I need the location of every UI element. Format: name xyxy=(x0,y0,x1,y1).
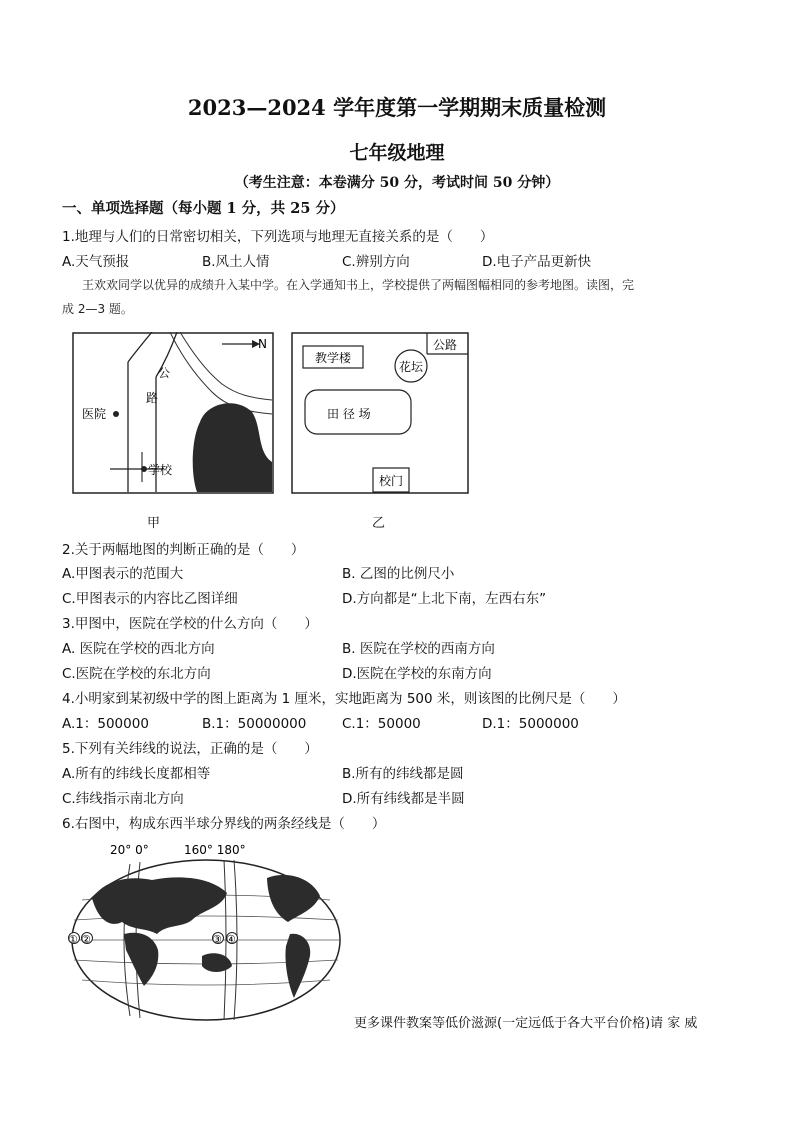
exam-subtitle: 七年级地理 xyxy=(349,142,445,164)
north-label: N xyxy=(258,337,267,351)
passage-line-2: 成 2—3 题。 xyxy=(62,302,133,316)
exam-title: 2023—2024 学年度第一学期期末质量检测 xyxy=(187,95,607,120)
q2-option-a[interactable]: A.甲图表示的范围大 xyxy=(62,566,184,582)
q1-stem: 1.地理与人们的日常密切相关，下列选项与地理无直接关系的是（ ） xyxy=(62,229,494,245)
field-label: 田 径 场 xyxy=(327,407,371,421)
lon-label-left: 20° 0° xyxy=(110,843,149,857)
q2-stem: 2.关于两幅地图的判断正确的是（ ） xyxy=(62,542,305,558)
school-label: 学校 xyxy=(148,463,173,477)
building-label: 教学楼 xyxy=(315,351,352,365)
passage-line-1: 王欢欢同学以优异的成绩升入某中学。在入学通知书上，学校提供了两幅图幅相同的参考地图。读图，完 xyxy=(82,278,635,292)
q1-option-a[interactable]: A.天气预报 xyxy=(62,254,130,270)
exam-notice: （考生注意：本卷满分 50 分，考试时间 50 分钟） xyxy=(234,175,560,191)
q5-option-a[interactable]: A.所有的纬线长度都相等 xyxy=(62,766,211,782)
footer-ad-text: 更多课件教案等低价滋源(一定远低于各大平台价格)请 家 威 xyxy=(354,1016,698,1031)
q4-option-d[interactable]: D.1：5000000 xyxy=(482,716,579,732)
q4-option-a[interactable]: A.1：500000 xyxy=(62,716,149,732)
q1-option-d[interactable]: D.电子产品更新快 xyxy=(482,254,592,270)
marker-3: ③ xyxy=(212,933,222,946)
q3-option-c[interactable]: C.医院在学校的东北方向 xyxy=(62,666,211,682)
marker-1: ① xyxy=(68,933,78,946)
marker-2: ② xyxy=(81,933,91,946)
garden-label: 花坛 xyxy=(399,360,424,374)
map-jia-caption: 甲 xyxy=(147,516,161,531)
q1-option-b[interactable]: B.风土人情 xyxy=(202,254,270,270)
marker-4: ④ xyxy=(226,933,236,946)
q2-option-b[interactable]: B. 乙图的比例尺小 xyxy=(342,566,455,582)
q2-option-c[interactable]: C.甲图表示的内容比乙图详细 xyxy=(62,591,238,607)
q4-option-b[interactable]: B.1：50000000 xyxy=(202,716,307,732)
q3-option-a[interactable]: A. 医院在学校的西北方向 xyxy=(62,641,215,657)
q4-stem: 4.小明家到某初级中学的图上距离为 1 厘米，实地距离为 500 米，则该图的比例尺是（ ） xyxy=(62,691,626,707)
hospital-label: 医院 xyxy=(82,407,107,421)
map-yi-caption: 乙 xyxy=(372,516,386,531)
q6-stem: 6.右图中，构成东西半球分界线的两条经线是（ ） xyxy=(62,816,386,832)
lon-label-right: 160° 180° xyxy=(184,843,246,857)
road-label: 公路 xyxy=(433,338,458,352)
q1-option-c[interactable]: C.辨别方向 xyxy=(342,254,410,270)
q3-stem: 3.甲图中，医院在学校的什么方向（ ） xyxy=(62,616,318,632)
map-yi xyxy=(291,332,469,494)
q5-option-d[interactable]: D.所有纬线都是半圆 xyxy=(342,791,465,807)
q2-option-d[interactable]: D.方向都是“上北下南，左西右东” xyxy=(342,591,547,607)
map-jia xyxy=(72,332,274,494)
road-label-2: 路 xyxy=(146,391,159,405)
q5-option-b[interactable]: B.所有的纬线都是圆 xyxy=(342,766,464,782)
gate-label: 校门 xyxy=(379,474,404,488)
q5-option-c[interactable]: C.纬线指示南北方向 xyxy=(62,791,184,807)
q4-option-c[interactable]: C.1：50000 xyxy=(342,716,421,732)
q3-option-d[interactable]: D.医院在学校的东南方向 xyxy=(342,666,492,682)
q5-stem: 5.下列有关纬线的说法，正确的是（ ） xyxy=(62,741,318,757)
road-label-1: 公 xyxy=(158,366,171,380)
world-map xyxy=(62,838,352,1026)
q3-option-b[interactable]: B. 医院在学校的西南方向 xyxy=(342,641,495,657)
section-heading: 一、单项选择题（每小题 1 分，共 25 分） xyxy=(62,200,345,217)
